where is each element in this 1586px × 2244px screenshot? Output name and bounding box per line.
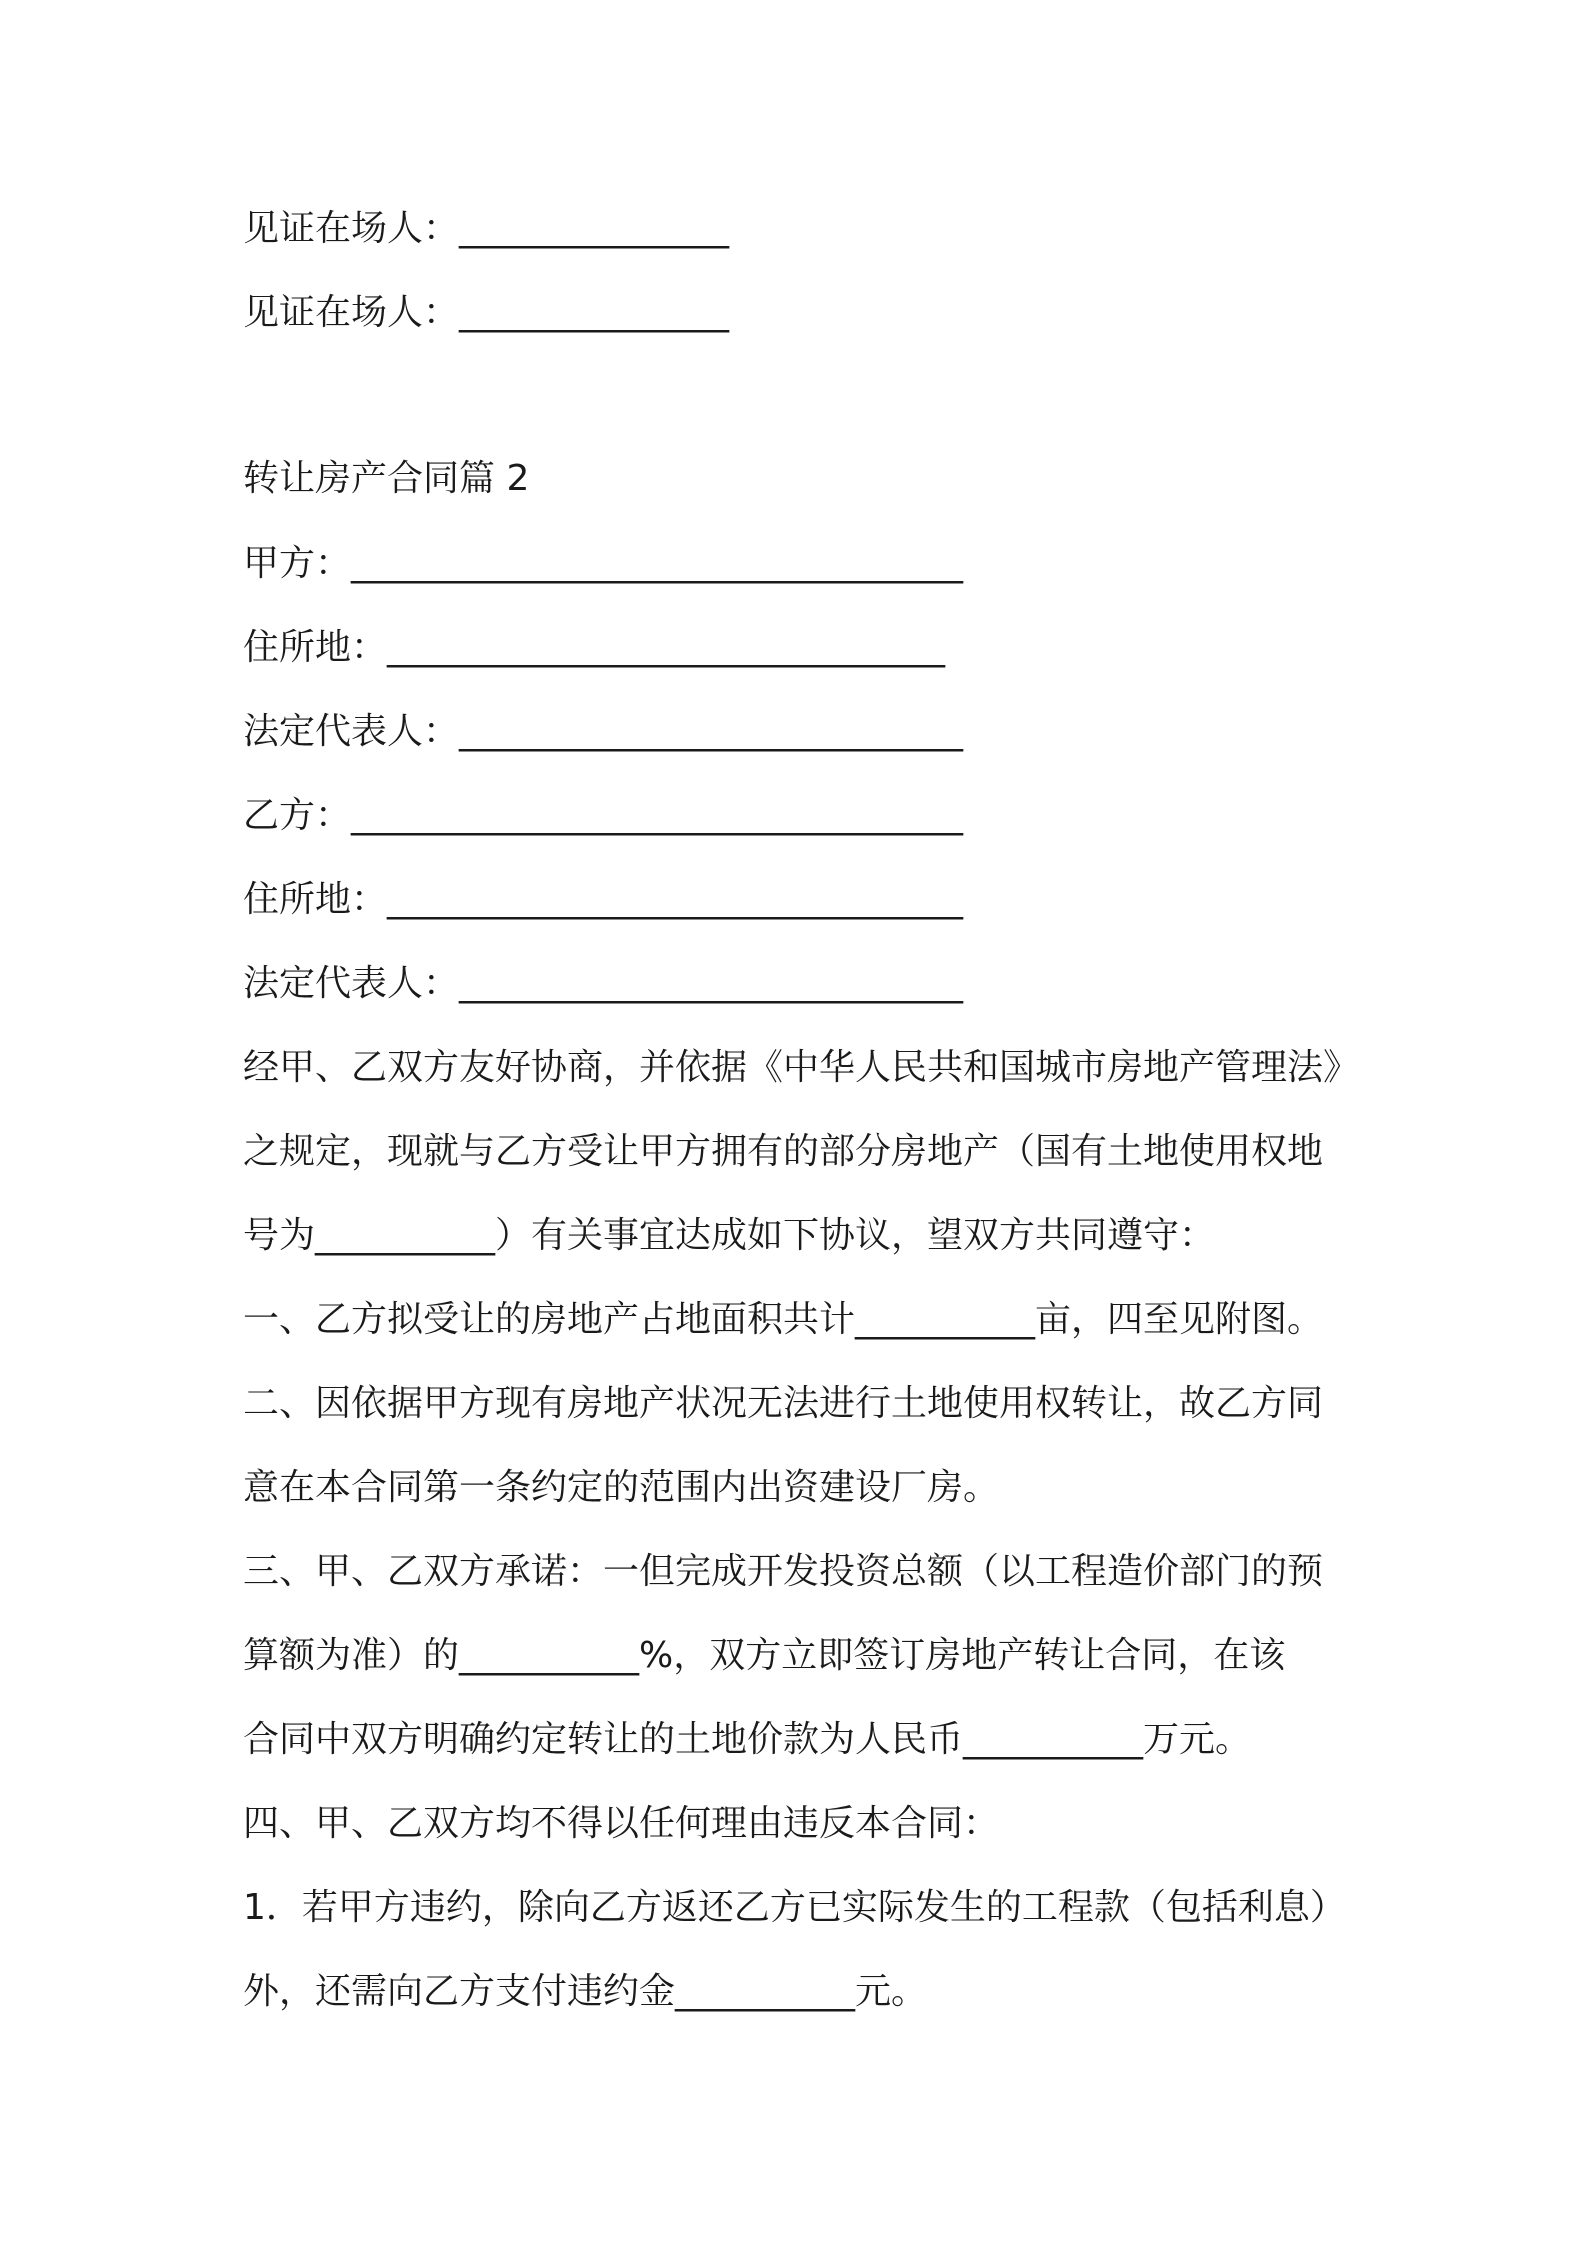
clause-3-line-1: 三、甲、乙双方承诺：一但完成开发投资总额（以工程造价部门的预 <box>243 1551 1324 1592</box>
clause-4-1-line-2: 外，还需向乙方支付违约金__________元。 <box>243 1971 928 2012</box>
clause-4: 四、甲、乙双方均不得以任何理由违反本合同： <box>243 1803 1000 1844</box>
party-b-address-line: 住所地：________________________________ <box>243 879 964 920</box>
body-line-2: 之规定，现就与乙方受让甲方拥有的部分房地产（国有土地使用权地 <box>243 1131 1324 1172</box>
clause-2-line-1: 二、因依据甲方现有房地产状况无法进行土地使用权转让，故乙方同 <box>243 1383 1324 1424</box>
party-a-representative-line: 法定代表人：____________________________ <box>243 711 964 752</box>
party-a-address-line: 住所地：_______________________________ <box>243 627 946 668</box>
section-title: 转让房产合同篇 2 <box>243 458 530 499</box>
party-b-line: 乙方：__________________________________ <box>243 795 964 836</box>
clause-1: 一、乙方拟受让的房地产占地面积共计__________亩，四至见附图。 <box>243 1299 1324 1340</box>
witness-line-2: 见证在场人：_______________ <box>243 292 730 333</box>
clause-3-line-2: 算额为准）的__________%，双方立即签订房地产转让合同，在该 <box>243 1635 1286 1676</box>
party-a-line: 甲方：__________________________________ <box>243 543 964 584</box>
body-line-1: 经甲、乙双方友好协商，并依据《中华人民共和国城市房地产管理法》 <box>243 1047 1360 1088</box>
body-line-3: 号为__________）有关事宜达成如下协议，望双方共同遵守： <box>243 1215 1216 1256</box>
clause-3-line-3: 合同中双方明确约定转让的土地价款为人民币__________万元。 <box>243 1719 1252 1760</box>
witness-line-1: 见证在场人：_______________ <box>243 208 730 249</box>
clause-4-1-line-1: 1．若甲方违约，除向乙方返还乙方已实际发生的工程款（包括利息） <box>243 1887 1346 1928</box>
clause-2-line-2: 意在本合同第一条约定的范围内出资建设厂房。 <box>243 1467 1000 1508</box>
party-b-representative-line: 法定代表人：____________________________ <box>243 963 964 1004</box>
